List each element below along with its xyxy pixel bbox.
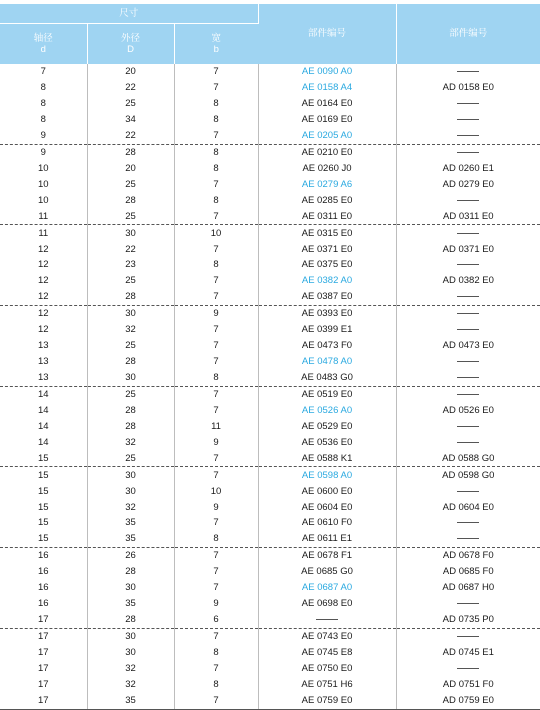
- part-number-1-cell: AE 0610 F0: [258, 515, 396, 531]
- part-number-1-cell: AE 0759 E0: [258, 693, 396, 709]
- part-number-1-cell: AE 0751 H6: [258, 677, 396, 693]
- empty-dash: [457, 377, 479, 378]
- width-cell: 9: [174, 435, 258, 451]
- outer-diameter-cell: 25: [87, 451, 174, 467]
- shaft-diameter-cell: 16: [0, 548, 87, 564]
- part-number-2-cell: AD 0678 F0: [396, 548, 540, 564]
- part-number-1-cell: AE 0604 E0: [258, 499, 396, 515]
- table-row: [0, 499, 540, 515]
- table-row: [0, 225, 540, 241]
- empty-dash: [457, 329, 479, 330]
- part-number-2-cell: AD 0260 E1: [442, 162, 494, 174]
- width-cell: 7: [174, 241, 258, 257]
- part-number-1-cell: AE 0529 E0: [258, 419, 396, 435]
- width-cell: 8: [174, 161, 258, 177]
- shaft-diameter-cell: 15: [0, 499, 87, 515]
- part-number-header-1: 部件编号: [258, 4, 396, 64]
- table-row: [0, 370, 540, 386]
- shaft-diameter-cell: 12: [0, 322, 87, 338]
- table-row: [0, 161, 540, 177]
- empty-dash: [457, 296, 479, 297]
- outer-diameter-cell: 22: [87, 241, 174, 257]
- table-row: [0, 419, 540, 435]
- width-cell: 9: [174, 499, 258, 515]
- outer-diameter-cell: 25: [87, 273, 174, 289]
- table-row: [0, 693, 540, 709]
- outer-diameter-cell: 30: [87, 370, 174, 386]
- shaft-diameter-cell: 17: [0, 661, 87, 677]
- part-number-2-cell: AD 0158 E0: [442, 82, 494, 94]
- shaft-diameter-cell: 16: [0, 564, 87, 580]
- table-row: [0, 257, 540, 273]
- part-number-2-cell: [396, 322, 540, 338]
- width-cell: 8: [174, 531, 258, 547]
- shaft-diameter-label: 轴径: [33, 32, 53, 44]
- outer-diameter-cell: 25: [87, 177, 174, 193]
- empty-dash: [457, 636, 479, 637]
- part-number-1-cell: AE 0169 E0: [258, 112, 396, 128]
- part-number-1-cell: AE 0743 E0: [258, 628, 396, 644]
- shaft-diameter-cell: 12: [0, 289, 87, 305]
- part-number-1-cell: AE 0158 A4: [258, 80, 396, 96]
- outer-diameter-cell: 30: [87, 483, 174, 499]
- width-cell: 7: [174, 354, 258, 370]
- table-row: [0, 193, 540, 209]
- width-cell: 8: [174, 257, 258, 273]
- width-cell: 7: [174, 338, 258, 354]
- part-number-header-2: 部件编号: [396, 4, 540, 64]
- outer-diameter-cell: 35: [87, 693, 174, 709]
- part-number-2-cell: AD 0759 E0: [396, 693, 540, 709]
- part-number-1-cell: AE 0371 E0: [258, 241, 396, 257]
- shaft-diameter-cell: 12: [0, 306, 87, 322]
- table-row: [0, 128, 540, 144]
- shaft-diameter-cell: 17: [0, 628, 87, 644]
- outer-diameter-cell: 28: [87, 419, 174, 435]
- part-number-2-cell: AD 0371 E0: [442, 243, 494, 255]
- part-number-2-cell: [396, 128, 540, 144]
- table-row: [0, 596, 540, 612]
- table-row: [0, 177, 540, 193]
- outer-diameter-cell: 28: [87, 144, 174, 160]
- dimensions-header: 尺寸: [0, 4, 258, 24]
- part-number-1-cell: AE 0473 F0: [258, 338, 396, 354]
- table-row: [0, 64, 540, 80]
- part-number-2-cell: [396, 628, 540, 644]
- part-number-2-cell: AD 0751 F0: [442, 678, 494, 690]
- table-row: [0, 580, 540, 596]
- width-label: 宽: [211, 32, 222, 44]
- table-body: [0, 64, 540, 709]
- part-number-2-cell: AD 0685 F0: [442, 566, 494, 578]
- table-row: [0, 354, 540, 370]
- part-number-2-cell: [396, 64, 540, 80]
- table-row: [0, 531, 540, 547]
- outer-diameter-cell: 32: [87, 677, 174, 693]
- empty-dash: [457, 313, 479, 314]
- width-cell: 7: [174, 177, 258, 193]
- outer-diameter-cell: 30: [87, 628, 174, 644]
- shaft-diameter-cell: 10: [0, 193, 87, 209]
- shaft-diameter-cell: 12: [0, 273, 87, 289]
- width-cell: 7: [174, 693, 258, 709]
- empty-dash: [457, 538, 479, 539]
- width-cell: 9: [174, 306, 258, 322]
- table-row: [0, 112, 540, 128]
- part-number-2-cell: [396, 435, 540, 451]
- width-cell: 7: [174, 628, 258, 644]
- part-number-1-cell: AE 0387 E0: [258, 289, 396, 305]
- shaft-diameter-cell: 12: [0, 241, 87, 257]
- part-number-1-cell: AE 0483 G0: [258, 370, 396, 386]
- shaft-diameter-cell: 15: [0, 467, 87, 483]
- part-number-2-cell: AD 0745 E1: [442, 646, 494, 658]
- width-cell: 7: [174, 515, 258, 531]
- part-number-1-cell: AE 0519 E0: [258, 386, 396, 402]
- outer-diameter-cell: 26: [87, 548, 174, 564]
- width-cell: 7: [174, 322, 258, 338]
- part-number-2-cell: [396, 483, 540, 499]
- width-cell: 7: [174, 289, 258, 305]
- part-number-1-cell: AE 0598 A0: [258, 467, 396, 483]
- part-number-1-cell: [258, 612, 396, 628]
- outer-diameter-cell: 32: [87, 499, 174, 515]
- part-number-2-cell: [396, 289, 540, 305]
- part-number-1-cell: AE 0399 E1: [258, 322, 396, 338]
- table-row: [0, 80, 540, 96]
- shaft-diameter-cell: 10: [0, 177, 87, 193]
- table-row: [0, 677, 540, 693]
- outer-diameter-cell: 30: [87, 467, 174, 483]
- table-row: [0, 338, 540, 354]
- width-cell: 8: [174, 144, 258, 160]
- shaft-diameter-cell: 11: [0, 208, 87, 224]
- part-number-2-cell: AD 0473 E0: [442, 340, 494, 352]
- part-number-2-cell: AD 0382 E0: [442, 275, 494, 287]
- shaft-diameter-cell: 17: [0, 645, 87, 661]
- table-row: [0, 96, 540, 112]
- part-number-1-cell: AE 0311 E0: [258, 208, 396, 224]
- table-row: [0, 322, 540, 338]
- outer-diameter-cell: 28: [87, 193, 174, 209]
- width-cell: 8: [174, 193, 258, 209]
- width-cell: 11: [174, 419, 258, 435]
- width-cell: 7: [174, 208, 258, 224]
- outer-diameter-cell: 22: [87, 128, 174, 144]
- empty-dash: [457, 200, 479, 201]
- outer-diameter-cell: 32: [87, 322, 174, 338]
- part-number-1-cell: AE 0600 E0: [258, 483, 396, 499]
- table-row: [0, 273, 540, 289]
- empty-dash: [316, 619, 338, 620]
- part-number-2-cell: AD 0687 H0: [442, 582, 495, 594]
- part-number-1-cell: AE 0260 J0: [258, 161, 396, 177]
- part-number-2-cell: AD 0526 E0: [442, 404, 494, 416]
- width-cell: 10: [174, 483, 258, 499]
- shaft-diameter-cell: 9: [0, 144, 87, 160]
- outer-diameter-cell: 20: [87, 161, 174, 177]
- empty-dash: [457, 135, 479, 136]
- part-number-2-cell: [396, 386, 540, 402]
- width-cell: 7: [174, 64, 258, 80]
- shaft-diameter-cell: 12: [0, 257, 87, 273]
- outer-diameter-cell: 20: [87, 64, 174, 80]
- width-cell: 7: [174, 548, 258, 564]
- part-number-2-cell: AD 0588 G0: [442, 452, 495, 464]
- width-cell: 7: [174, 128, 258, 144]
- part-number-1-cell: AE 0745 E8: [258, 645, 396, 661]
- table-row: [0, 451, 540, 467]
- empty-dash: [457, 152, 479, 153]
- outer-diameter-cell: 30: [87, 225, 174, 241]
- width-cell: 8: [174, 370, 258, 386]
- width-cell: 9: [174, 596, 258, 612]
- width-cell: 7: [174, 80, 258, 96]
- part-number-1-cell: AE 0090 A0: [258, 64, 396, 80]
- table-row: [0, 386, 540, 402]
- part-number-2-cell: AD 0735 P0: [442, 614, 494, 626]
- part-number-1-cell: AE 0478 A0: [258, 354, 396, 370]
- shaft-diameter-cell: 14: [0, 403, 87, 419]
- outer-diameter-cell: 28: [87, 403, 174, 419]
- shaft-diameter-cell: 16: [0, 580, 87, 596]
- part-number-2-cell: [396, 419, 540, 435]
- table-row: [0, 548, 540, 564]
- empty-dash: [457, 668, 479, 669]
- outer-diameter-cell: 22: [87, 80, 174, 96]
- empty-dash: [457, 426, 479, 427]
- shaft-diameter-cell: 10: [0, 161, 87, 177]
- outer-diameter-cell: 32: [87, 661, 174, 677]
- table-row: [0, 208, 540, 224]
- part-number-1-cell: AE 0279 A6: [258, 177, 396, 193]
- part-number-2-cell: [396, 144, 540, 160]
- width-cell: 7: [174, 580, 258, 596]
- outer-diameter-cell: 35: [87, 596, 174, 612]
- width-cell: 8: [174, 112, 258, 128]
- part-number-2-cell: AD 0279 E0: [442, 178, 494, 190]
- shaft-diameter-cell: 17: [0, 677, 87, 693]
- shaft-diameter-cell: 8: [0, 80, 87, 96]
- outer-diameter-symbol: D: [127, 44, 134, 55]
- bearing-spec-table: [0, 4, 540, 710]
- width-cell: 7: [174, 403, 258, 419]
- part-number-1-cell: AE 0285 E0: [258, 193, 396, 209]
- empty-dash: [457, 264, 479, 265]
- empty-dash: [457, 71, 479, 72]
- width-cell: 7: [174, 273, 258, 289]
- outer-diameter-cell: 35: [87, 531, 174, 547]
- part-number-1-cell: AE 0678 F1: [258, 548, 396, 564]
- part-number-1-cell: AE 0393 E0: [258, 306, 396, 322]
- width-cell: 8: [174, 96, 258, 112]
- width-cell: 7: [174, 661, 258, 677]
- width-cell: 8: [174, 677, 258, 693]
- table-row: [0, 515, 540, 531]
- empty-dash: [457, 394, 479, 395]
- outer-diameter-label: 外径: [120, 32, 140, 44]
- width-cell: 7: [174, 467, 258, 483]
- shaft-diameter-cell: 15: [0, 483, 87, 499]
- part-number-2-cell: AD 0311 E0: [443, 210, 494, 222]
- part-number-2-cell: AD 0604 E0: [442, 501, 494, 513]
- outer-diameter-cell: 25: [87, 96, 174, 112]
- width-header: [174, 24, 258, 65]
- empty-dash: [457, 491, 479, 492]
- shaft-diameter-cell: 15: [0, 531, 87, 547]
- outer-diameter-cell: 30: [87, 580, 174, 596]
- table-row: [0, 483, 540, 499]
- part-number-1-cell: AE 0536 E0: [258, 435, 396, 451]
- outer-diameter-cell: 28: [87, 354, 174, 370]
- part-number-1-cell: AE 0205 A0: [258, 128, 396, 144]
- part-number-1-cell: AE 0382 A0: [258, 273, 396, 289]
- shaft-diameter-cell: 8: [0, 96, 87, 112]
- outer-diameter-cell: 25: [87, 208, 174, 224]
- width-cell: 6: [174, 612, 258, 628]
- empty-dash: [457, 233, 479, 234]
- width-cell: 7: [174, 386, 258, 402]
- table-row: [0, 241, 540, 257]
- empty-dash: [457, 522, 479, 523]
- shaft-diameter-cell: 15: [0, 515, 87, 531]
- width-symbol: b: [213, 44, 219, 55]
- table-row: [0, 564, 540, 580]
- outer-diameter-cell: 28: [87, 564, 174, 580]
- table-row: [0, 403, 540, 419]
- shaft-diameter-cell: 8: [0, 112, 87, 128]
- part-number-1-cell: AE 0687 A0: [258, 580, 396, 596]
- width-cell: 7: [174, 451, 258, 467]
- part-number-2-cell: [396, 354, 540, 370]
- shaft-diameter-header: [0, 24, 87, 65]
- width-cell: 10: [174, 225, 258, 241]
- table-row: [0, 645, 540, 661]
- part-number-1-cell: AE 0698 E0: [258, 596, 396, 612]
- shaft-diameter-cell: 16: [0, 596, 87, 612]
- outer-diameter-cell: 30: [87, 306, 174, 322]
- outer-diameter-cell: 28: [87, 289, 174, 305]
- empty-dash: [457, 603, 479, 604]
- part-number-2-cell: [396, 306, 540, 322]
- width-cell: 7: [174, 564, 258, 580]
- shaft-diameter-cell: 17: [0, 693, 87, 709]
- empty-dash: [457, 103, 479, 104]
- outer-diameter-cell: 32: [87, 435, 174, 451]
- shaft-diameter-cell: 7: [0, 64, 87, 80]
- part-number-2-cell: [396, 515, 540, 531]
- table-row: [0, 612, 540, 628]
- part-number-1-cell: AE 0588 K1: [258, 451, 396, 467]
- part-number-2-cell: [396, 531, 540, 547]
- outer-diameter-cell: 25: [87, 386, 174, 402]
- outer-diameter-header: [87, 24, 174, 65]
- outer-diameter-cell: 28: [87, 612, 174, 628]
- empty-dash: [457, 361, 479, 362]
- part-number-2-cell: AD 0598 G0: [396, 467, 540, 483]
- empty-dash: [457, 119, 479, 120]
- part-number-1-cell: AE 0164 E0: [258, 96, 396, 112]
- width-cell: 8: [174, 645, 258, 661]
- part-number-1-cell: AE 0526 A0: [258, 403, 396, 419]
- outer-diameter-cell: 25: [87, 338, 174, 354]
- table-row: [0, 661, 540, 677]
- table-row: [0, 289, 540, 305]
- shaft-diameter-cell: 11: [0, 225, 87, 241]
- shaft-diameter-cell: 14: [0, 386, 87, 402]
- outer-diameter-cell: 34: [87, 112, 174, 128]
- shaft-diameter-cell: 15: [0, 451, 87, 467]
- part-number-1-cell: AE 0210 E0: [258, 144, 396, 160]
- table-header: [0, 4, 540, 64]
- part-number-2-cell: [396, 661, 540, 677]
- outer-diameter-cell: 35: [87, 515, 174, 531]
- outer-diameter-cell: 30: [87, 645, 174, 661]
- table-row: [0, 144, 540, 160]
- empty-dash: [457, 442, 479, 443]
- part-number-1-cell: AE 0375 E0: [258, 257, 396, 273]
- table-row: [0, 628, 540, 644]
- shaft-diameter-symbol: d: [40, 44, 46, 55]
- shaft-diameter-cell: 9: [0, 128, 87, 144]
- part-number-1-cell: AE 0315 E0: [258, 225, 396, 241]
- part-number-2-cell: [396, 96, 540, 112]
- part-number-1-cell: AE 0750 E0: [258, 661, 396, 677]
- shaft-diameter-cell: 13: [0, 338, 87, 354]
- table-row: [0, 306, 540, 322]
- part-number-2-cell: [396, 112, 540, 128]
- part-number-2-cell: [396, 257, 540, 273]
- part-number-2-cell: [396, 370, 540, 386]
- shaft-diameter-cell: 13: [0, 370, 87, 386]
- part-number-1-cell: AE 0611 E1: [258, 531, 396, 547]
- table-row: [0, 467, 540, 483]
- shaft-diameter-cell: 14: [0, 419, 87, 435]
- part-number-2-cell: [396, 193, 540, 209]
- part-number-2-cell: [396, 596, 540, 612]
- table-row: [0, 435, 540, 451]
- part-number-2-cell: [396, 225, 540, 241]
- outer-diameter-cell: 23: [87, 257, 174, 273]
- part-number-1-cell: AE 0685 G0: [258, 564, 396, 580]
- shaft-diameter-cell: 14: [0, 435, 87, 451]
- shaft-diameter-cell: 13: [0, 354, 87, 370]
- shaft-diameter-cell: 17: [0, 612, 87, 628]
